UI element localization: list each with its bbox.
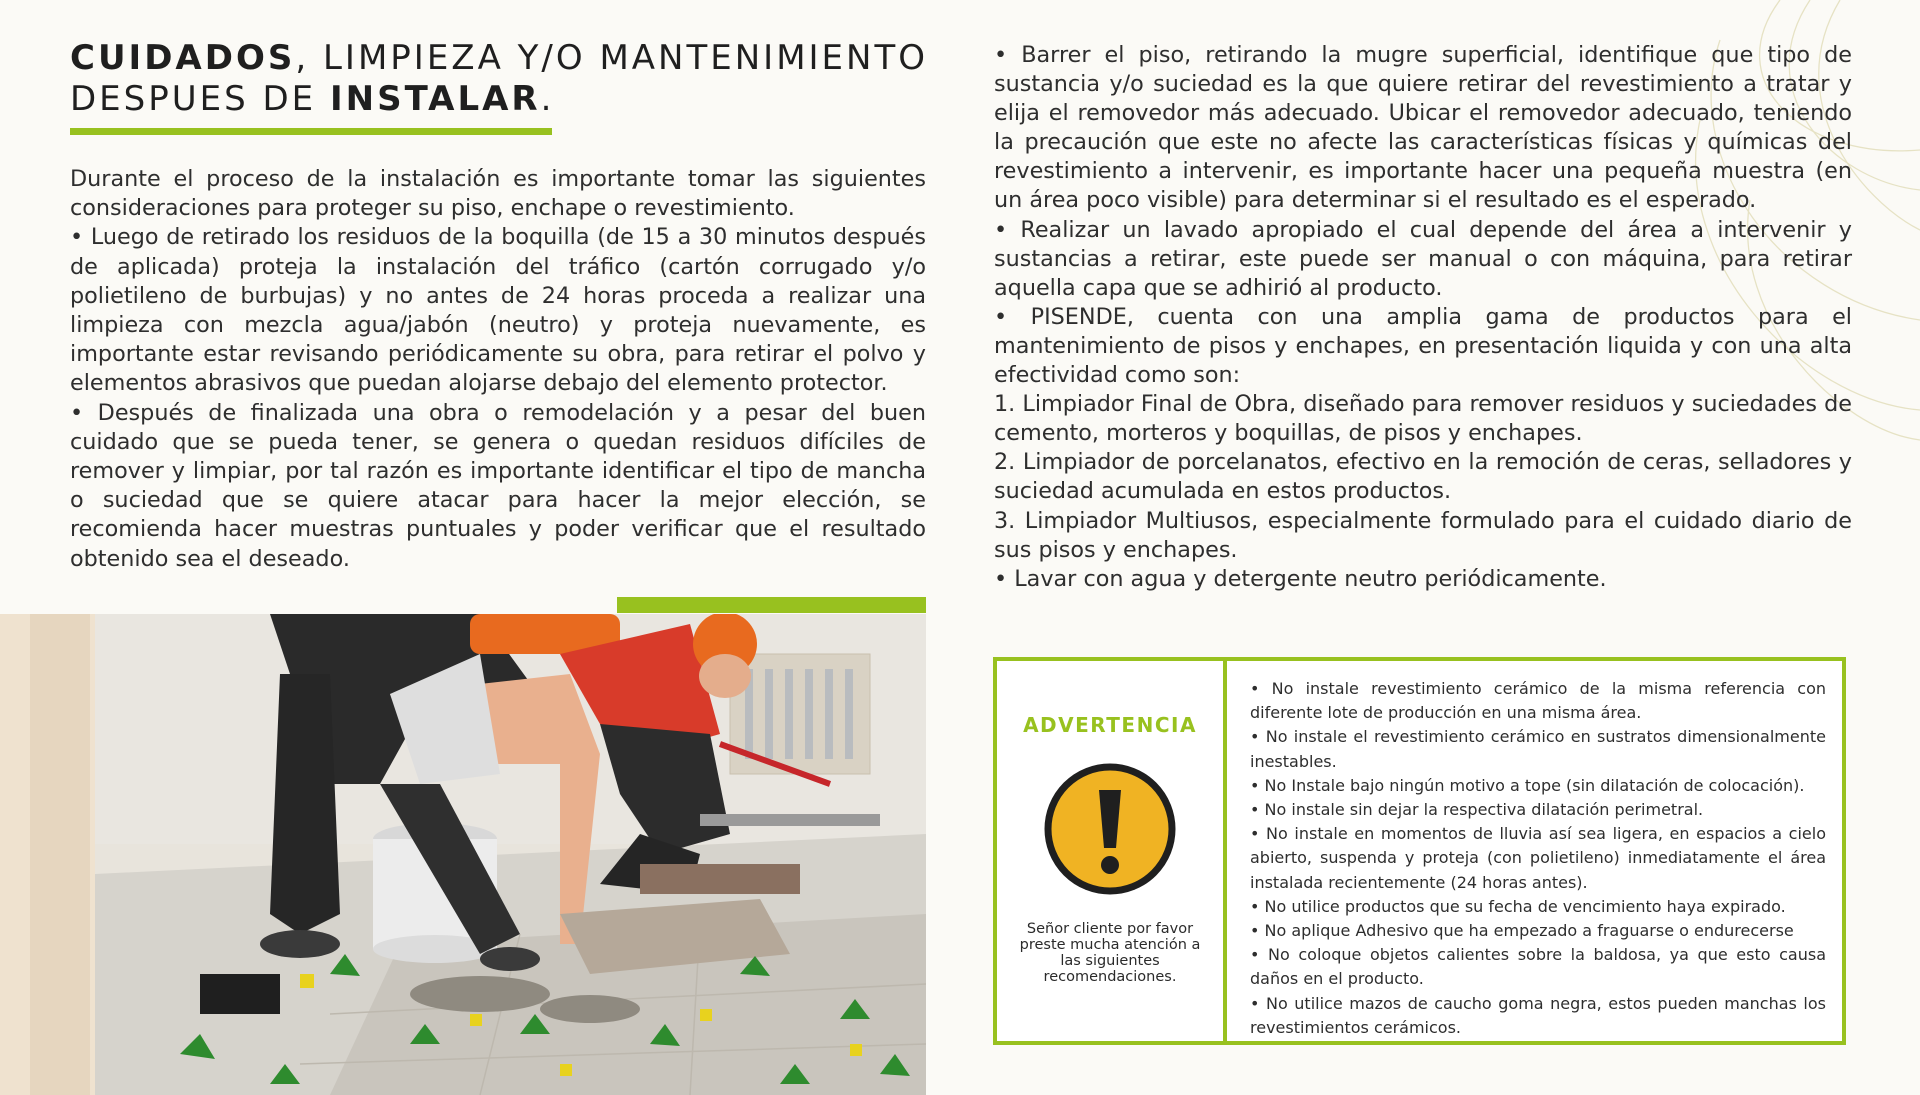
warning-box-divider: [1223, 657, 1227, 1045]
left-column-text: [70, 165, 926, 574]
warning-item: • No Instale bajo ningún motivo a tope (sin dilatación de colocación).: [1250, 775, 1805, 795]
warning-item: • No utilice productos que su fecha de vencimiento haya expirado.: [1250, 896, 1786, 916]
paragraph: • Después de finalizada una obra o remodelación y a pesar del buen cuidado que se pueda tener, se genera o quedan residuos difíciles de remover y limpiar, por tal razón es importante identificar el tipo de mancha o suciedad que se quiere atacar para hacer la mejor elección, se recomienda hacer muestras puntuales y poder verificar que el resultado obtenido sea el deseado.: [70, 399, 926, 572]
paragraph: • Barrer el piso, retirando la mugre superficial, identifique que tipo de sustancia y/o suciedad es la que quiere retirar del revestimiento a tratar y elija el removedor más adecuado. Ubicar el removedor adecuado, teniendo la precaución que este no afecte las características físicas y químicas del revestimiento a intervenir, es importante hacer una pequeña muestra (en un área poco visible) para determinar si el resultado es el esperado.: [994, 42, 1852, 214]
warning-item: • No instale sin dejar la respectiva dilatación perimetral.: [1250, 800, 1704, 820]
warning-caption: Señor cliente por favor preste mucha atención a las siguientes recomendaciones.: [1019, 921, 1201, 985]
list-item: 3. Limpiador Multiusos, especialmente formulado para el cuidado diario de sus pisos y enchapes.: [994, 507, 1852, 563]
title-underline: [70, 128, 552, 135]
list-item: 1. Limpiador Final de Obra, diseñado para remover residuos y suciedades de cemento, morteros y boquillas, de pisos y enchapes.: [994, 391, 1852, 447]
warning-item: • No coloque objetos calientes sobre la baldosa, ya que esto causa daños en el producto.: [1250, 945, 1826, 989]
workers-installing-tiles-photo: [0, 614, 926, 1095]
warning-item: • No instale en momentos de lluvia así sea ligera, en espacios a cielo abierto, suspenda y proteja (con polietileno) inmediatamente el área instalada recientemente (24 horas antes).: [1250, 824, 1826, 892]
warning-item: • No aplique Adhesivo que ha empezado a fraguarse o endurecerse: [1250, 921, 1794, 941]
warning-item: • No instale revestimiento cerámico de la misma referencia con diferente lote de producción en una misma área.: [1250, 679, 1826, 723]
paragraph: • Realizar un lavado apropiado el cual depende del área a intervenir y sustancias a retirar, este puede ser manual o con máquina, para retirar aquella capa que se adhirió al producto.: [994, 216, 1852, 301]
paragraph: • PISENDE, cuenta con una amplia gama de productos para el mantenimiento de pisos y enchapes, en presentación liquida y con una alta efectividad como son:: [994, 303, 1852, 389]
paragraph: • Lavar con agua y detergente neutro periódicamente.: [994, 565, 1607, 592]
warning-list: [1250, 677, 1826, 1040]
paragraph: • Luego de retirado los residuos de la boquilla (de 15 a 30 minutos después de aplicada) proteja la instalación del tráfico (cartón corrugado y/o polietileno de burbujas) y no antes de 24 horas proceda a realizar una limpieza con mezcla agua/jabón (neutro) y proteja nuevamente, es importante estar revisando periódicamente su obra, para retirar el polvo y elementos abrasivos que puedan alojarse debajo del elemento protector.: [70, 224, 926, 397]
photo-accent-bar: [617, 597, 926, 613]
exclamation-warning-icon: [1043, 762, 1177, 896]
warning-title: ADVERTENCIA: [1023, 713, 1197, 737]
warning-item: • No utilice mazos de caucho goma negra, estos pueden manchas los revestimientos cerámicos.: [1250, 993, 1826, 1037]
list-item: 2. Limpiador de porcelanatos, efectivo en la remoción de ceras, selladores y suciedad acumulada en estos productos.: [994, 449, 1852, 505]
page-title: CUIDADOS, LIMPIEZA Y/O MANTENIMIENTO DESPUES DE INSTALAR.: [70, 38, 929, 119]
paragraph: Durante el proceso de la instalación es importante tomar las siguientes consideraciones para proteger su piso, enchape o revestimiento.: [70, 166, 926, 222]
warning-item: • No instale el revestimiento cerámico en sustratos dimensionalmente inestables.: [1250, 727, 1826, 771]
right-column-text: [994, 41, 1852, 594]
